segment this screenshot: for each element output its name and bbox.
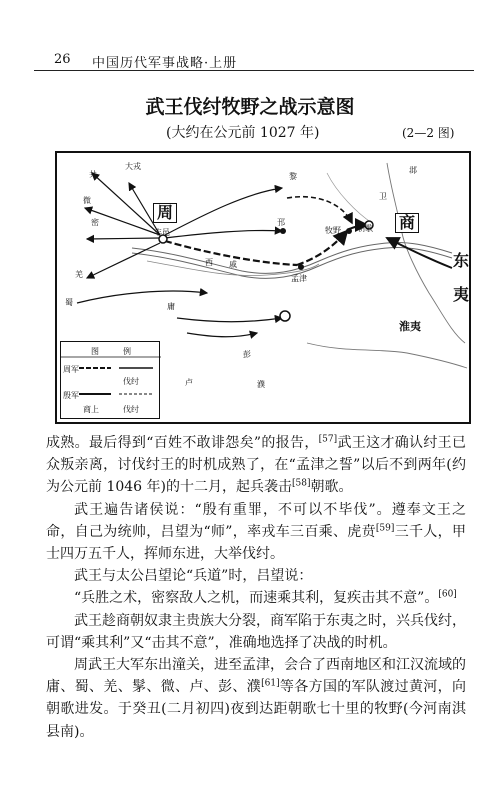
legend-row2-b: 商上 [83,405,99,414]
figure-subtitle: (大约在公元前 1027 年) [166,125,320,141]
map-legend [60,341,160,419]
map-label-fengyi: 丰邑 [154,228,170,237]
battle-map [55,151,471,424]
map-label-wei: 微 [83,196,91,205]
figure-number: (2—2 图) [402,126,455,140]
map-label-yi: 夷 [453,285,470,304]
map-label-zhou: 周 [153,203,177,223]
map-label-gong: 共 [89,170,97,179]
map-label-xi: 西 [205,258,213,267]
legend-row2-c: 伐纣 [123,405,139,414]
page-header [34,50,474,71]
legend-title-2: 例 [123,347,131,356]
legend-row2-label: 殷军 [63,391,79,400]
map-label-zhan: 戚 [229,260,237,269]
map-label-mengjin: 孟津 [291,274,307,283]
legend-row1-b: 伐纣 [123,377,139,386]
map-label-east: 东 [453,251,470,270]
map-label-peng: 彭 [243,350,251,359]
legend-title: 图 [91,347,99,356]
paragraph-4-quote: “兵胜之术，密察敌人之机，而速乘其利，复疾击其不意”。[60] [74,589,457,607]
map-label-mi: 密 [91,218,99,227]
legend-symbols [61,342,161,420]
paragraph-1: 成熟。最后得到“百姓不敢诽怨矣”的报告，[57]武王这才确认纣王已众叛亲离，讨伐纣王的时机成熟了，在“孟津之誓”以后不到两年(约为公元前 1046 年)的十二月，起兵袭击[58]朝歌。 [46,434,466,496]
figure-title: 武王伐纣牧野之战示意图 [145,96,355,118]
paragraph-6: 周武王大军东出潼关，进至孟津，会合了西南地区和江汉流域的庸、蜀、羌、髳、微、卢、彭、濮[61]等各方国的军队渡过黄河，向朝歌进发。于癸丑(二月初四)夜到达距朝歌七十里的牧野(今河南淇县南)。 [46,657,467,740]
map-label-pu: 濮 [257,380,265,389]
map-label-dayong: 大戎 [125,162,141,171]
map-label-shu: 蜀 [65,298,73,307]
paragraph-3: 武王与太公吕望论“兵道”时，吕望说： [74,568,313,585]
map-label-yong: 庸 [167,302,175,311]
legend-row1-label: 周军 [63,365,79,374]
map-label-bei: 邶 [409,166,417,175]
map-label-muye: 牧野 [325,226,341,235]
map-label-lu: 卢 [185,378,193,387]
map-label-zhaoge: 朝歌 [357,224,373,233]
map-label-huai-yi: 淮夷 [399,320,421,333]
page-number: 26 [54,52,71,67]
map-label-shang: 商 [395,213,419,233]
paragraph-2: 武王遍告诸侯说：“殷有重罪，不可以不毕伐”。遵奉文王之命，自己为统帅，吕望为“师”，率戎车三百乘、虎贲[59]三千人，甲士四万五千人，挥师东进，大举伐纣。 [46,501,466,563]
map-label-qiang: 羌 [75,270,83,279]
map-label-li: 黎 [289,172,297,181]
body-text [46,432,466,743]
map-label-yu: 邘 [277,218,285,227]
map-label-wey: 卫 [379,192,387,201]
paragraph-5: 武王趁商朝奴隶主贵族大分裂，商军陷于东夷之时，兴兵伐纣，可谓“乘其利”又“击其不意”，准确地选择了决战的时机。 [46,612,466,651]
book-title: 中国历代军事战略·上册 [92,56,238,71]
